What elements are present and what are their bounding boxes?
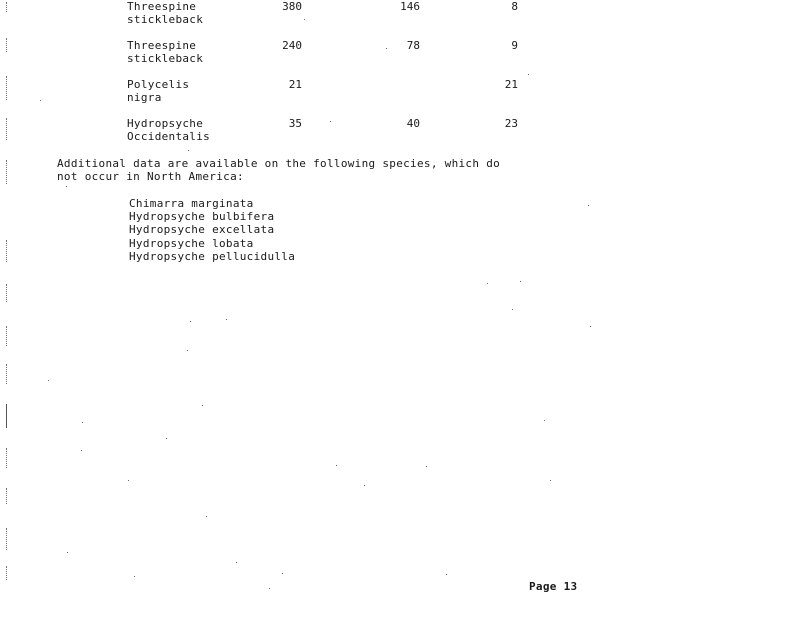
list-item: Hydropsyche bulbifera bbox=[129, 210, 275, 224]
page-number: Page 13 bbox=[529, 580, 578, 593]
species-name: Hydropsyche Occidentalis bbox=[127, 117, 211, 143]
table-row bbox=[0, 117, 800, 145]
count-value: 23 bbox=[504, 117, 518, 130]
species-name: Polycelis nigra bbox=[127, 78, 190, 104]
table-row bbox=[0, 0, 800, 28]
count-value: 146 bbox=[400, 0, 420, 13]
count-value: 21 bbox=[504, 78, 518, 91]
species-name: Threespine stickleback bbox=[127, 0, 204, 26]
list-item: Chimarra marginata bbox=[129, 197, 254, 210]
additional-data-note: Additional data are available on the following species, which do not occur in North America: bbox=[57, 157, 501, 183]
count-value: 380 bbox=[282, 0, 302, 13]
table-row bbox=[0, 39, 800, 67]
count-value: 21 bbox=[288, 78, 302, 91]
count-value: 35 bbox=[288, 117, 302, 130]
list-item: Hydropsyche pellucidulla bbox=[129, 249, 296, 263]
non-north-american-species-list bbox=[129, 197, 295, 263]
count-value: 8 bbox=[511, 0, 518, 13]
species-name: Threespine stickleback bbox=[127, 39, 204, 65]
count-value: 78 bbox=[406, 39, 420, 52]
list-item: Hydropsyche excellata bbox=[129, 223, 275, 237]
count-value: 40 bbox=[406, 117, 420, 130]
table-row bbox=[0, 78, 800, 106]
count-value: 240 bbox=[282, 39, 302, 52]
count-value: 9 bbox=[511, 39, 518, 52]
list-item: Hydropsyche lobata bbox=[129, 236, 254, 250]
